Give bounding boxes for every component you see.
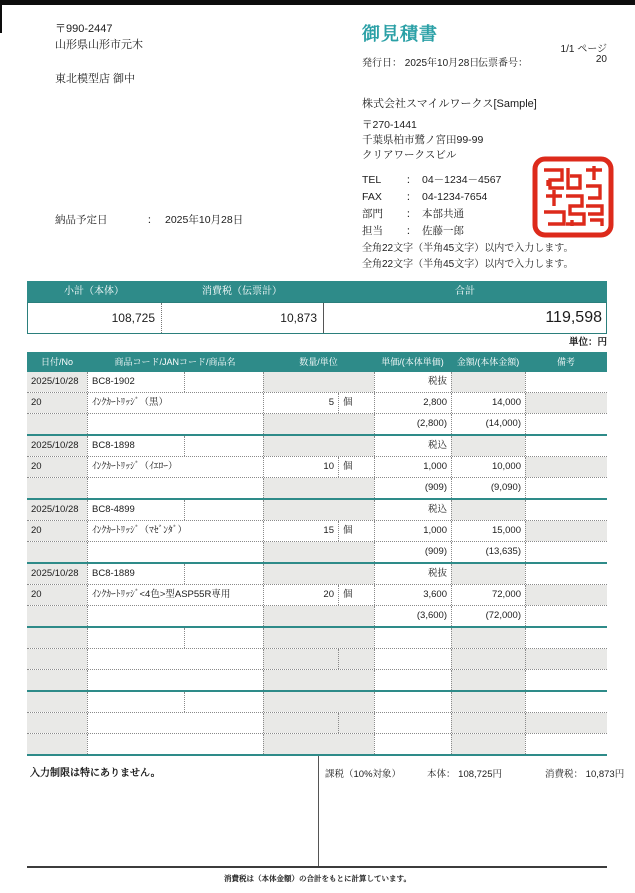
tax-total-value: 10,873 — [162, 303, 324, 333]
item-row-date — [27, 692, 607, 713]
item-amount: 15,000 — [451, 521, 525, 541]
item-group — [27, 436, 607, 500]
item-blank-cell — [263, 414, 374, 434]
line-items-table — [27, 352, 607, 756]
issue-date-line — [362, 54, 479, 69]
item-blank-cell — [263, 606, 374, 626]
item-base-unit-price — [374, 734, 451, 754]
item-qty-blank-cell — [263, 564, 374, 584]
tax-base-label: 本体： — [427, 769, 456, 780]
totals-summary-header — [27, 281, 607, 302]
item-amount-blank-cell — [451, 500, 525, 520]
footer-divider-line — [318, 756, 319, 866]
delivery-date-line — [55, 212, 243, 227]
item-jan-code — [184, 436, 263, 456]
item-quantity: 20 — [263, 585, 338, 605]
item-product-name — [87, 649, 263, 669]
item-unit-price: 1,000 — [374, 521, 451, 541]
input-limit-notes — [362, 241, 573, 273]
item-amount-blank-cell — [451, 564, 525, 584]
tax-amount — [545, 766, 624, 780]
taxable-label: 課税（10%対象） — [325, 769, 402, 780]
item-blank-cell — [87, 606, 263, 626]
grand-total-value: 119,598 — [545, 309, 602, 326]
item-base-amount — [451, 734, 525, 754]
item-quantity: 5 — [263, 393, 338, 413]
item-row-base — [27, 542, 607, 562]
item-product-name: ｲﾝｸｶｰﾄﾘｯｼﾞ（ﾏｾﾞﾝﾀﾞ） — [87, 521, 263, 541]
item-remarks-cell — [525, 564, 607, 584]
window-top-edge — [0, 0, 635, 5]
item-no: 20 — [27, 393, 87, 413]
item-tax-type: 税抜 — [374, 372, 451, 392]
issuer-company-name: 株式会社スマイルワークス[Sample] — [362, 98, 537, 110]
item-quantity: 15 — [263, 521, 338, 541]
item-amount: 14,000 — [451, 393, 525, 413]
item-tax-type — [374, 692, 451, 712]
item-remarks — [525, 457, 607, 477]
item-group — [27, 564, 607, 628]
separator: ： — [406, 208, 417, 220]
item-product-code: BC8-4899 — [87, 500, 184, 520]
item-date: 2025/10/28 — [27, 436, 87, 456]
tax-total-header: 消費税（伝票計） — [202, 286, 282, 297]
grand-total-header: 合計 — [455, 286, 475, 297]
item-unit-price: 3,600 — [374, 585, 451, 605]
totals-summary-table — [27, 281, 607, 334]
item-no: 20 — [27, 585, 87, 605]
item-group — [27, 372, 607, 436]
item-blank-cell — [27, 414, 87, 434]
item-remarks-cell — [525, 414, 607, 434]
item-qty-blank-cell — [263, 628, 374, 648]
item-product-code — [87, 692, 184, 712]
col-header-unit-price: 単価/(本体単価) — [381, 357, 444, 367]
bottom-rule — [27, 866, 607, 868]
item-group — [27, 500, 607, 564]
item-base-amount: (14,000) — [451, 414, 525, 434]
item-base-unit-price: (3,600) — [374, 606, 451, 626]
item-base-unit-price: (2,800) — [374, 414, 451, 434]
item-quantity: 10 — [263, 457, 338, 477]
item-remarks-cell — [525, 606, 607, 626]
item-remarks-cell — [525, 436, 607, 456]
items-body — [27, 372, 607, 756]
item-blank-cell — [87, 414, 263, 434]
contact-row-fax — [362, 189, 501, 206]
window-left-edge — [0, 0, 2, 33]
item-row-base — [27, 478, 607, 498]
item-tax-type — [374, 628, 451, 648]
item-blank-cell — [263, 734, 374, 754]
item-product-name: ｲﾝｸｶｰﾄﾘｯｼﾞ<4色>型ASP55R専用 — [87, 585, 263, 605]
item-remarks — [525, 393, 607, 413]
item-jan-code — [184, 564, 263, 584]
col-header-amount: 金額/(本体金額) — [456, 357, 520, 367]
item-row-detail — [27, 649, 607, 670]
item-row-detail — [27, 521, 607, 542]
item-remarks-cell — [525, 734, 607, 754]
item-amount: 72,000 — [451, 585, 525, 605]
item-quantity — [263, 649, 338, 669]
issuer-postal-code: 〒270-1441 — [362, 119, 417, 131]
item-product-code: BC8-1902 — [87, 372, 184, 392]
item-date — [27, 692, 87, 712]
item-unit-price: 1,000 — [374, 457, 451, 477]
item-blank-cell — [87, 478, 263, 498]
item-remarks — [525, 713, 607, 733]
item-date: 2025/10/28 — [27, 564, 87, 584]
separator: ： — [406, 174, 417, 186]
item-remarks-cell — [525, 372, 607, 392]
item-blank-cell — [27, 606, 87, 626]
item-amount — [451, 713, 525, 733]
issue-date-value: 2025年10月28日 — [404, 58, 480, 69]
item-row-base — [27, 414, 607, 434]
footer-tax-summary — [325, 766, 624, 780]
tax-amount-value: 10,873円 — [585, 769, 625, 780]
tax-amount-label: 消費税： — [545, 769, 584, 780]
item-amount: 10,000 — [451, 457, 525, 477]
item-row-detail — [27, 457, 607, 478]
item-unit: 個 — [338, 521, 374, 541]
line-items-header — [27, 352, 607, 372]
col-header-remarks: 備考 — [556, 357, 575, 367]
item-group — [27, 692, 607, 756]
item-remarks — [525, 649, 607, 669]
tax-base-value: 108,725円 — [458, 769, 502, 780]
item-row-base — [27, 606, 607, 626]
item-blank-cell — [263, 478, 374, 498]
recipient-address: 山形県山形市元木 — [55, 39, 143, 51]
item-base-amount: (72,000) — [451, 606, 525, 626]
item-blank-cell — [27, 542, 87, 562]
item-remarks-cell — [525, 628, 607, 648]
item-blank-cell — [27, 734, 87, 754]
person-value: 佐藤一郎 — [422, 225, 464, 237]
item-remarks-cell — [525, 500, 607, 520]
totals-summary-values — [27, 302, 607, 334]
item-jan-code — [184, 500, 263, 520]
item-product-code: BC8-1889 — [87, 564, 184, 584]
item-no — [27, 713, 87, 733]
item-row-base — [27, 734, 607, 754]
item-qty-blank-cell — [263, 372, 374, 392]
item-row-base — [27, 670, 607, 690]
item-blank-cell — [87, 542, 263, 562]
item-blank-cell — [87, 734, 263, 754]
slip-number-value: 20 — [595, 54, 607, 65]
dept-value: 本部共通 — [422, 208, 464, 220]
fax-value: 04-1234-7654 — [422, 191, 488, 203]
item-base-unit-price: (909) — [374, 478, 451, 498]
item-qty-blank-cell — [263, 500, 374, 520]
item-product-name — [87, 713, 263, 733]
item-row-date — [27, 564, 607, 585]
item-base-amount — [451, 670, 525, 690]
item-jan-code — [184, 372, 263, 392]
item-tax-type: 税込 — [374, 436, 451, 456]
item-product-name: ｲﾝｸｶｰﾄﾘｯｼﾞ（ｲｴﾛｰ） — [87, 457, 263, 477]
item-tax-type: 税抜 — [374, 564, 451, 584]
contact-row-dept — [362, 206, 501, 223]
item-row-detail — [27, 585, 607, 606]
item-unit-price — [374, 649, 451, 669]
issue-date-label: 発行日： — [362, 58, 402, 69]
input-limit-note-1: 全角22文字（半角45文字）以内で入力します。 — [362, 243, 574, 254]
item-remarks — [525, 521, 607, 541]
item-product-code — [87, 628, 184, 648]
item-base-unit-price: (909) — [374, 542, 451, 562]
item-amount — [451, 649, 525, 669]
delivery-date-label: 納品予定日 — [55, 214, 108, 226]
item-unit-price: 2,800 — [374, 393, 451, 413]
issuer-contact-block — [362, 172, 501, 240]
item-row-date — [27, 436, 607, 457]
page-indicator: 1/1 ページ — [560, 44, 607, 55]
recipient-name: 東北模型店 御中 — [55, 73, 136, 85]
item-unit: 個 — [338, 393, 374, 413]
item-date: 2025/10/28 — [27, 500, 87, 520]
subtotal-value: 108,725 — [28, 303, 162, 333]
item-qty-blank-cell — [263, 436, 374, 456]
item-unit-price — [374, 713, 451, 733]
bottom-calculation-note: 消費税は（本体金額）の合計をもとに計算しています。 — [224, 874, 411, 883]
item-qty-blank-cell — [263, 692, 374, 712]
item-date: 2025/10/28 — [27, 372, 87, 392]
item-no — [27, 649, 87, 669]
fax-label: FAX — [362, 191, 382, 203]
item-row-detail — [27, 393, 607, 414]
item-blank-cell — [27, 670, 87, 690]
col-header-product: 商品コード/JANコード/商品名 — [114, 357, 236, 367]
item-quantity — [263, 713, 338, 733]
tel-value: 04－1234－4567 — [422, 174, 502, 186]
item-base-amount: (9,090) — [451, 478, 525, 498]
separator: ： — [147, 214, 158, 226]
person-label: 担当 — [362, 225, 383, 237]
separator: ： — [406, 191, 417, 203]
item-base-unit-price — [374, 670, 451, 690]
item-remarks-cell — [525, 670, 607, 690]
item-tax-type: 税込 — [374, 500, 451, 520]
item-blank-cell — [263, 542, 374, 562]
input-limit-note-2: 全角22文字（半角45文字）以内で入力します。 — [362, 259, 574, 270]
item-no: 20 — [27, 457, 87, 477]
tel-label: TEL — [362, 174, 382, 186]
item-blank-cell — [263, 670, 374, 690]
item-amount-blank-cell — [451, 628, 525, 648]
unit-note: 単位：円 — [568, 337, 607, 348]
item-amount-blank-cell — [451, 372, 525, 392]
contact-row-person — [362, 223, 501, 240]
subtotal-header: 小計（本体） — [64, 286, 124, 297]
delivery-date-value: 2025年10月28日 — [165, 214, 244, 226]
tax-base — [427, 766, 537, 780]
item-group — [27, 628, 607, 692]
item-row-date — [27, 372, 607, 393]
slip-number-label: 伝票番号： — [478, 58, 528, 69]
item-row-detail — [27, 713, 607, 734]
item-blank-cell — [87, 670, 263, 690]
item-unit: 個 — [338, 457, 374, 477]
item-amount-blank-cell — [451, 436, 525, 456]
item-blank-cell — [27, 478, 87, 498]
item-unit — [338, 713, 374, 733]
footer-input-note: 入力制限は特にありません。 — [30, 768, 161, 779]
item-remarks-cell — [525, 478, 607, 498]
item-jan-code — [184, 692, 263, 712]
item-remarks-cell — [525, 542, 607, 562]
item-no: 20 — [27, 521, 87, 541]
item-product-name: ｲﾝｸｶｰﾄﾘｯｼﾞ（黒） — [87, 393, 263, 413]
item-amount-blank-cell — [451, 692, 525, 712]
col-header-date-no: 日付/No — [40, 357, 73, 367]
item-unit — [338, 649, 374, 669]
issuer-building: クリアワークスビル — [362, 149, 457, 161]
separator: ： — [406, 225, 417, 237]
item-product-code: BC8-1898 — [87, 436, 184, 456]
contact-row-tel — [362, 172, 501, 189]
item-row-date — [27, 628, 607, 649]
item-base-amount: (13,635) — [451, 542, 525, 562]
recipient-postal-code: 〒990-2447 — [55, 23, 113, 35]
item-unit: 個 — [338, 585, 374, 605]
item-date — [27, 628, 87, 648]
document-title: 御見積書 — [362, 24, 438, 44]
item-row-date — [27, 500, 607, 521]
col-header-qty-unit: 数量/単位 — [299, 357, 338, 367]
company-seal-stamp-icon — [532, 156, 614, 238]
dept-label: 部門 — [362, 208, 383, 220]
item-jan-code — [184, 628, 263, 648]
issuer-address: 千葉県柏市鷺ノ宮田99-99 — [362, 134, 484, 146]
item-remarks — [525, 585, 607, 605]
item-remarks-cell — [525, 692, 607, 712]
